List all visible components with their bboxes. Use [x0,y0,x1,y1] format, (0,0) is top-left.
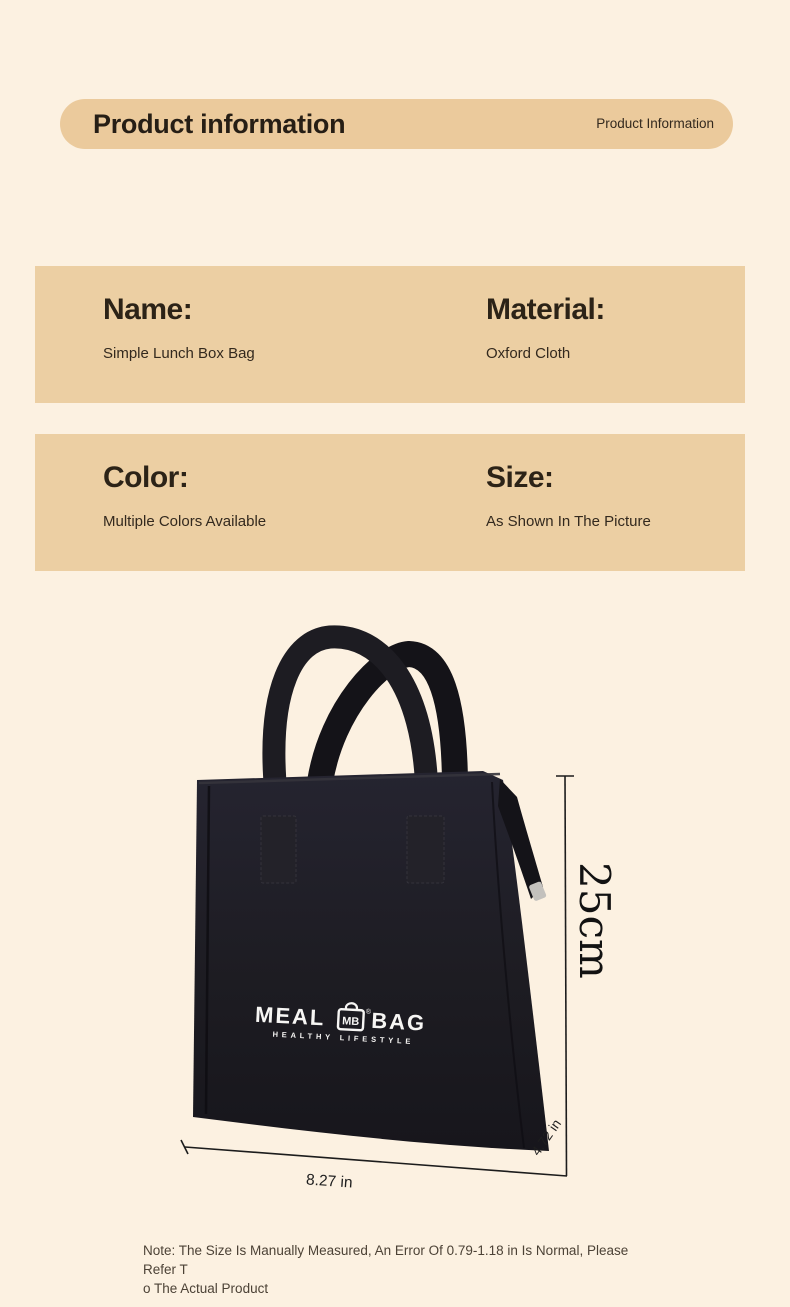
logo-monogram: MB [341,1015,360,1029]
logo-word-bag: BAG [370,1007,427,1036]
spec-color-value: Multiple Colors Available [103,513,267,530]
depth-dimension-label: 4.72 in [528,1116,565,1159]
header-banner [60,99,733,149]
width-dimension-line [185,1147,567,1176]
width-dimension-label: 8.27 in [305,1171,354,1192]
measurement-note-line1: Note: The Size Is Manually Measured, An Error Of 0.79-1.18 in Is Normal, Please Refer T [143,1243,629,1277]
spec-size-label: Size: [486,461,554,494]
logo-registered-mark: ® [365,1008,372,1016]
spec-color-label: Color: [103,461,189,494]
measurement-note-line2: o The Actual Product [143,1281,269,1296]
height-dimension-line [565,776,567,1176]
logo-word-meal: MEAL [254,1001,327,1031]
spec-card-color-size [35,434,745,571]
page-subtitle: Product Information [596,116,714,131]
product-photo [120,600,620,1240]
logo-tagline: HEALTHY LIFESTYLE [272,1029,415,1047]
spec-size-value: As Shown In The Picture [486,513,651,530]
page-title: Product information [93,108,346,139]
spec-card-name-material [35,266,745,403]
bag-handle-tab-left [261,816,296,883]
spec-material-value: Oxford Cloth [486,345,571,362]
height-dimension-label: 25cm [570,862,619,979]
spec-name-value: Simple Lunch Box Bag [103,345,255,362]
bag-handle-tab-right [407,816,444,883]
measurement-note [143,1241,663,1298]
spec-name-label: Name: [103,293,193,326]
spec-material-label: Material: [486,293,605,326]
